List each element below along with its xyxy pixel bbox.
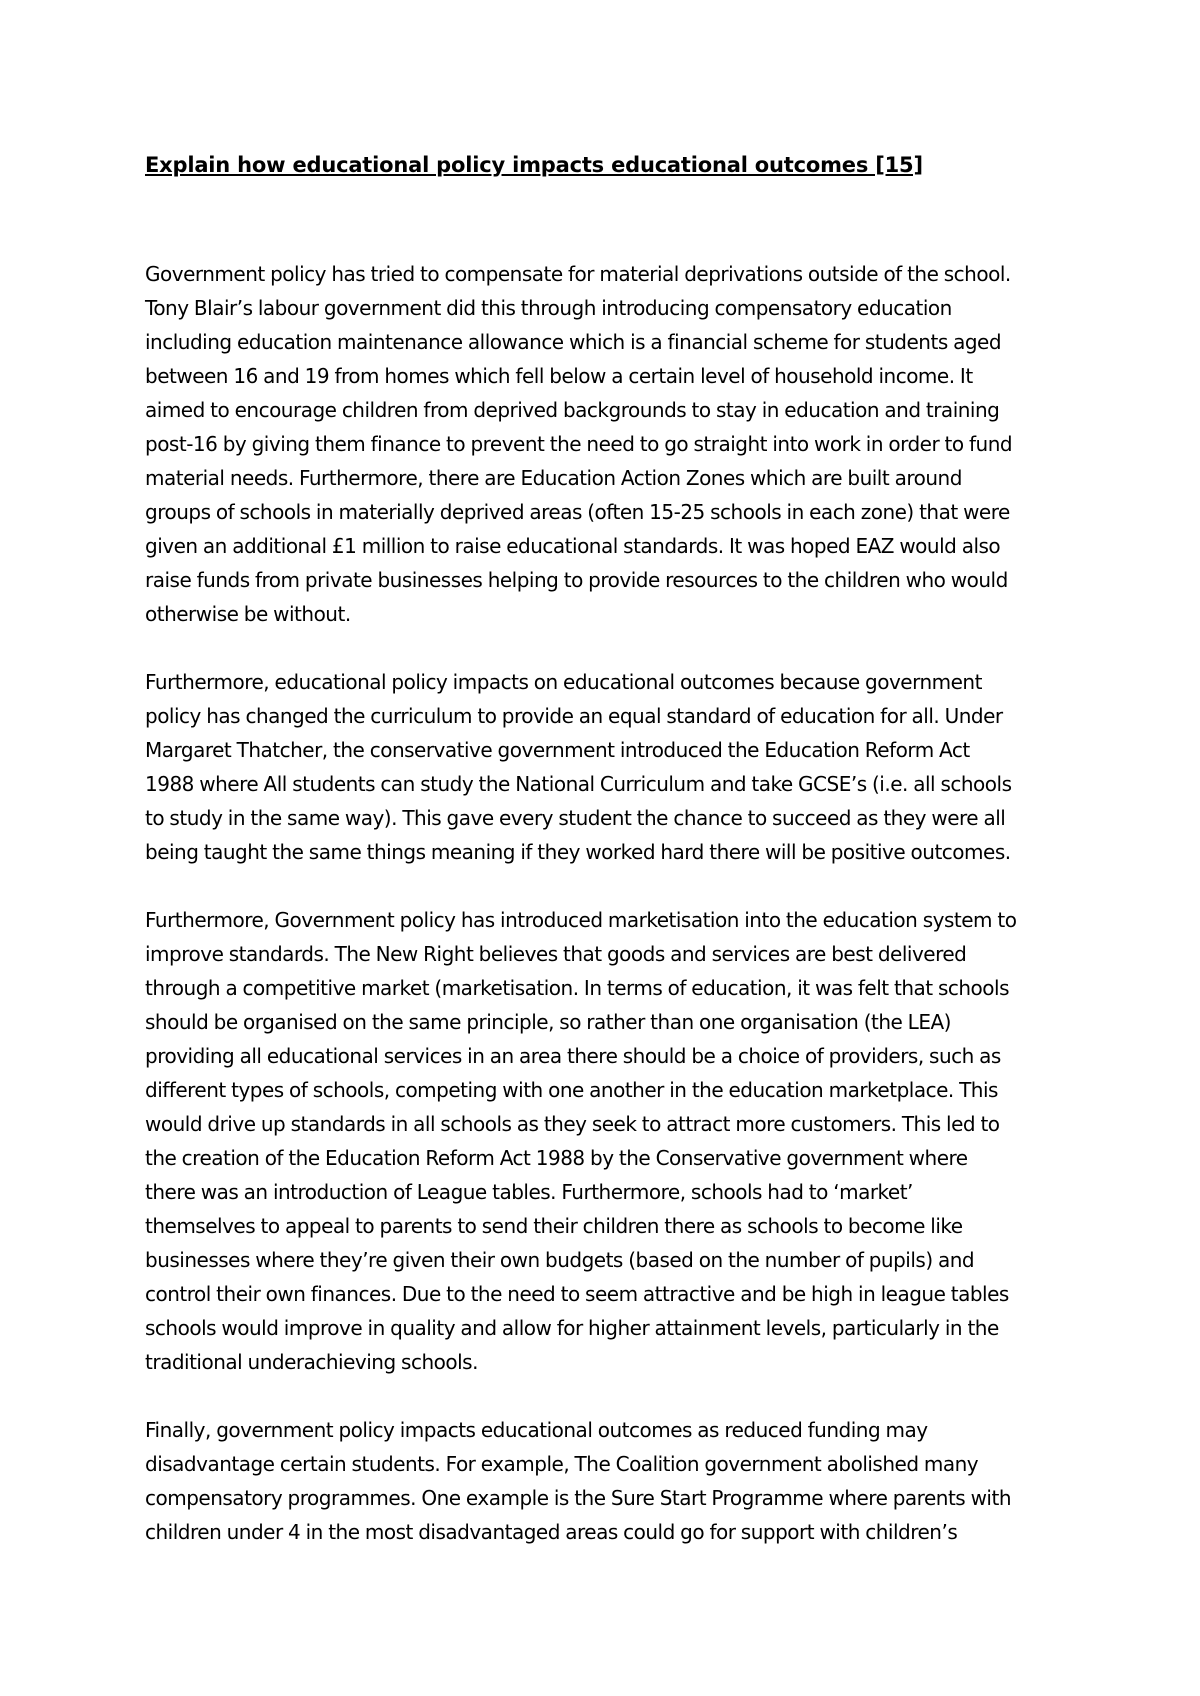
paragraph-3 (145, 903, 1070, 1379)
text-line: policy has changed the curriculum to provide an equal standard of education for all. Under (145, 704, 1003, 728)
text-line: businesses where they’re given their own budgets (based on the number of pupils) and (145, 1248, 975, 1272)
text-line: Tony Blair’s labour government did this through introducing compensatory education (145, 296, 952, 320)
text-line: control their own finances. Due to the need to seem attractive and be high in league tables (145, 1282, 1009, 1306)
text-line: Furthermore, Government policy has introduced marketisation into the education system to (145, 908, 1017, 932)
text-line: compensatory programmes. One example is the Sure Start Programme where parents with (145, 1486, 1011, 1510)
text-line: Finally, government policy impacts educational outcomes as reduced funding may (145, 1418, 928, 1442)
text-line: disadvantage certain students. For example, The Coalition government abolished many (145, 1452, 979, 1476)
document-title: Explain how educational policy impacts educational outcomes [15] (145, 153, 923, 177)
text-line: given an additional £1 million to raise educational standards. It was hoped EAZ would also (145, 534, 1001, 558)
text-line: traditional underachieving schools. (145, 1350, 478, 1374)
text-line: material needs. Furthermore, there are Education Action Zones which are built around (145, 466, 962, 490)
text-line: would drive up standards in all schools as they seek to attract more customers. This led to (145, 1112, 1000, 1136)
text-line: different types of schools, competing with one another in the education marketplace. This (145, 1078, 998, 1102)
text-line: 1988 where All students can study the National Curriculum and take GCSE’s (i.e. all schools (145, 772, 1012, 796)
text-line: aimed to encourage children from deprived backgrounds to stay in education and training (145, 398, 1000, 422)
paragraph-2 (145, 665, 1070, 869)
text-line: schools would improve in quality and allow for higher attainment levels, particularly in the (145, 1316, 999, 1340)
paragraph-1 (145, 257, 1070, 631)
document-body (145, 150, 1070, 1583)
text-line: Government policy has tried to compensate for material deprivations outside of the school. (145, 262, 1011, 286)
text-line: to study in the same way). This gave every student the chance to succeed as they were all (145, 806, 1006, 830)
text-line: post-16 by giving them finance to prevent the need to go straight into work in order to fund (145, 432, 1013, 456)
text-line: Margaret Thatcher, the conservative government introduced the Education Reform Act (145, 738, 970, 762)
text-line: groups of schools in materially deprived areas (often 15-25 schools in each zone) that were (145, 500, 1010, 524)
paragraph-list (145, 257, 1070, 1549)
text-line: children under 4 in the most disadvantaged areas could go for support with children’s (145, 1520, 958, 1544)
text-line: improve standards. The New Right believes that goods and services are best delivered (145, 942, 967, 966)
text-line: being taught the same things meaning if they worked hard there will be positive outcomes. (145, 840, 1011, 864)
text-line: themselves to appeal to parents to send their children there as schools to become like (145, 1214, 963, 1238)
text-line: otherwise be without. (145, 602, 351, 626)
text-line: should be organised on the same principle, so rather than one organisation (the LEA) (145, 1010, 951, 1034)
text-line: providing all educational services in an area there should be a choice of providers, such as (145, 1044, 1001, 1068)
text-line: including education maintenance allowance which is a financial scheme for students aged (145, 330, 1002, 354)
text-line: through a competitive market (marketisation. In terms of education, it was felt that schools (145, 976, 1009, 1000)
text-line: there was an introduction of League tables. Furthermore, schools had to ‘market’ (145, 1180, 913, 1204)
text-line: raise funds from private businesses helping to provide resources to the children who would (145, 568, 1008, 592)
text-line: between 16 and 19 from homes which fell below a certain level of household income. It (145, 364, 973, 388)
text-line: Furthermore, educational policy impacts on educational outcomes because government (145, 670, 982, 694)
text-line: the creation of the Education Reform Act 1988 by the Conservative government where (145, 1146, 968, 1170)
paragraph-4 (145, 1413, 1070, 1549)
